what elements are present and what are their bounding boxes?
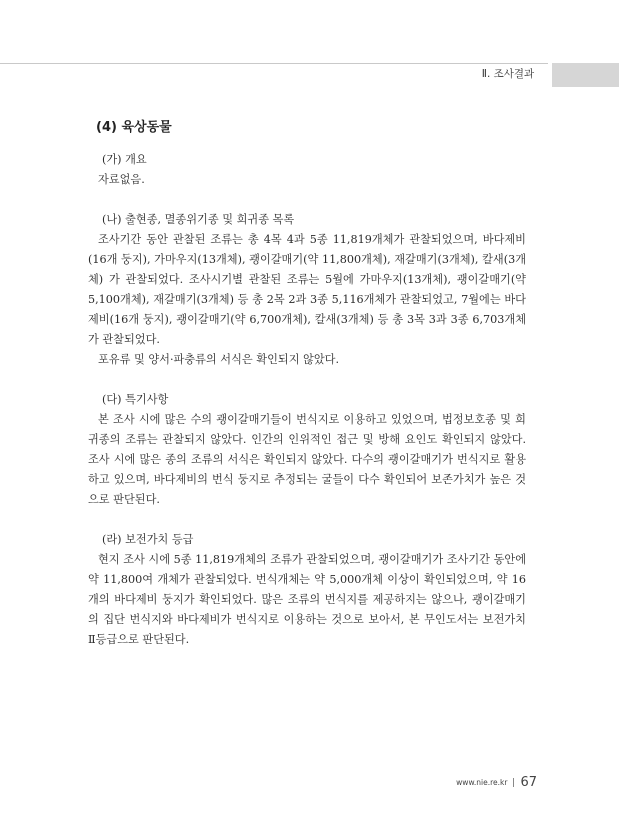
header-rule (0, 63, 548, 64)
body-content (88, 150, 526, 650)
species-list-paragraph-2: 포유류 및 양서·파충류의 서식은 확인되지 않았다. (98, 353, 340, 366)
chapter-label: Ⅱ. 조사결과 (481, 68, 535, 80)
section-title: (4) 육상동물 (96, 120, 172, 135)
chapter-tab (552, 63, 619, 87)
page-footer (456, 772, 537, 791)
species-list-heading: (나) 출현종, 멸종위기종 및 희귀종 목록 (102, 213, 295, 226)
footer-url[interactable]: www.nie.re.kr (456, 778, 508, 787)
grade-text: 현지 조사 시에 5종 11,819개체의 조류가 관찰되었으며, 괭이갈매기가 조사기간 동안에 약 11,800여 개체가 관찰되었다. 번식개체는 약 5,000개체 이상이 확인되었으며, 약 16개의 바다제비 둥지가 확인되었다. 많은 조류의 번식지를 제공하지는 않으나, 괭이갈매기의 집단 번식지와 바다제비가 번식지로 이용하는 것으로 보아서, 본 무인도서는 보전가치 Ⅱ등급으로 판단된다. (88, 553, 526, 646)
features-heading: (다) 특기사항 (102, 393, 169, 406)
page-number: 67 (520, 775, 537, 790)
species-list-paragraph-1: 조사기간 동안 관찰된 조류는 총 4목 4과 5종 11,819개체가 관찰되었으며, 바다제비(16개 둥지), 가마우지(13개체), 괭이갈매기(약 11,800개체), 재갈매기(3개체), 칼새(3개체) 가 관찰되었다. 조사시기별 관찰된 조류는 5월에 가마우지(13개체), 괭이갈매기(약 5,100개체), 재갈매기(3개체) 등 총 2목 2과 3종 5,116개체가 관찰되었고, 7월에는 바다제비(16개 둥지), 괭이갈매기(약 6,700개체), 칼새(3개체) 등 총 3목 3과 3종 6,703개체가 관찰되었다. (88, 233, 526, 346)
grade-heading: (라) 보전가치 등급 (102, 533, 194, 546)
overview-text: 자료없음. (98, 173, 145, 186)
overview-heading: (가) 개요 (102, 153, 147, 166)
features-text: 본 조사 시에 많은 수의 괭이갈매기들이 번식지로 이용하고 있었으며, 법정보호종 및 희귀종의 조류는 관찰되지 않았다. 인간의 인위적인 접근 및 방해 요인도 확인되지 않았다. 조사 시에 많은 종의 조류의 서식은 확인되지 않았다. 다수의 괭이갈매기가 번식지로 활용하고 있으며, 바다제비의 번식 둥지로 추정되는 굴들이 다수 확인되어 보존가치가 높은 것으로 판단된다. (88, 413, 526, 506)
footer-divider (513, 778, 514, 787)
